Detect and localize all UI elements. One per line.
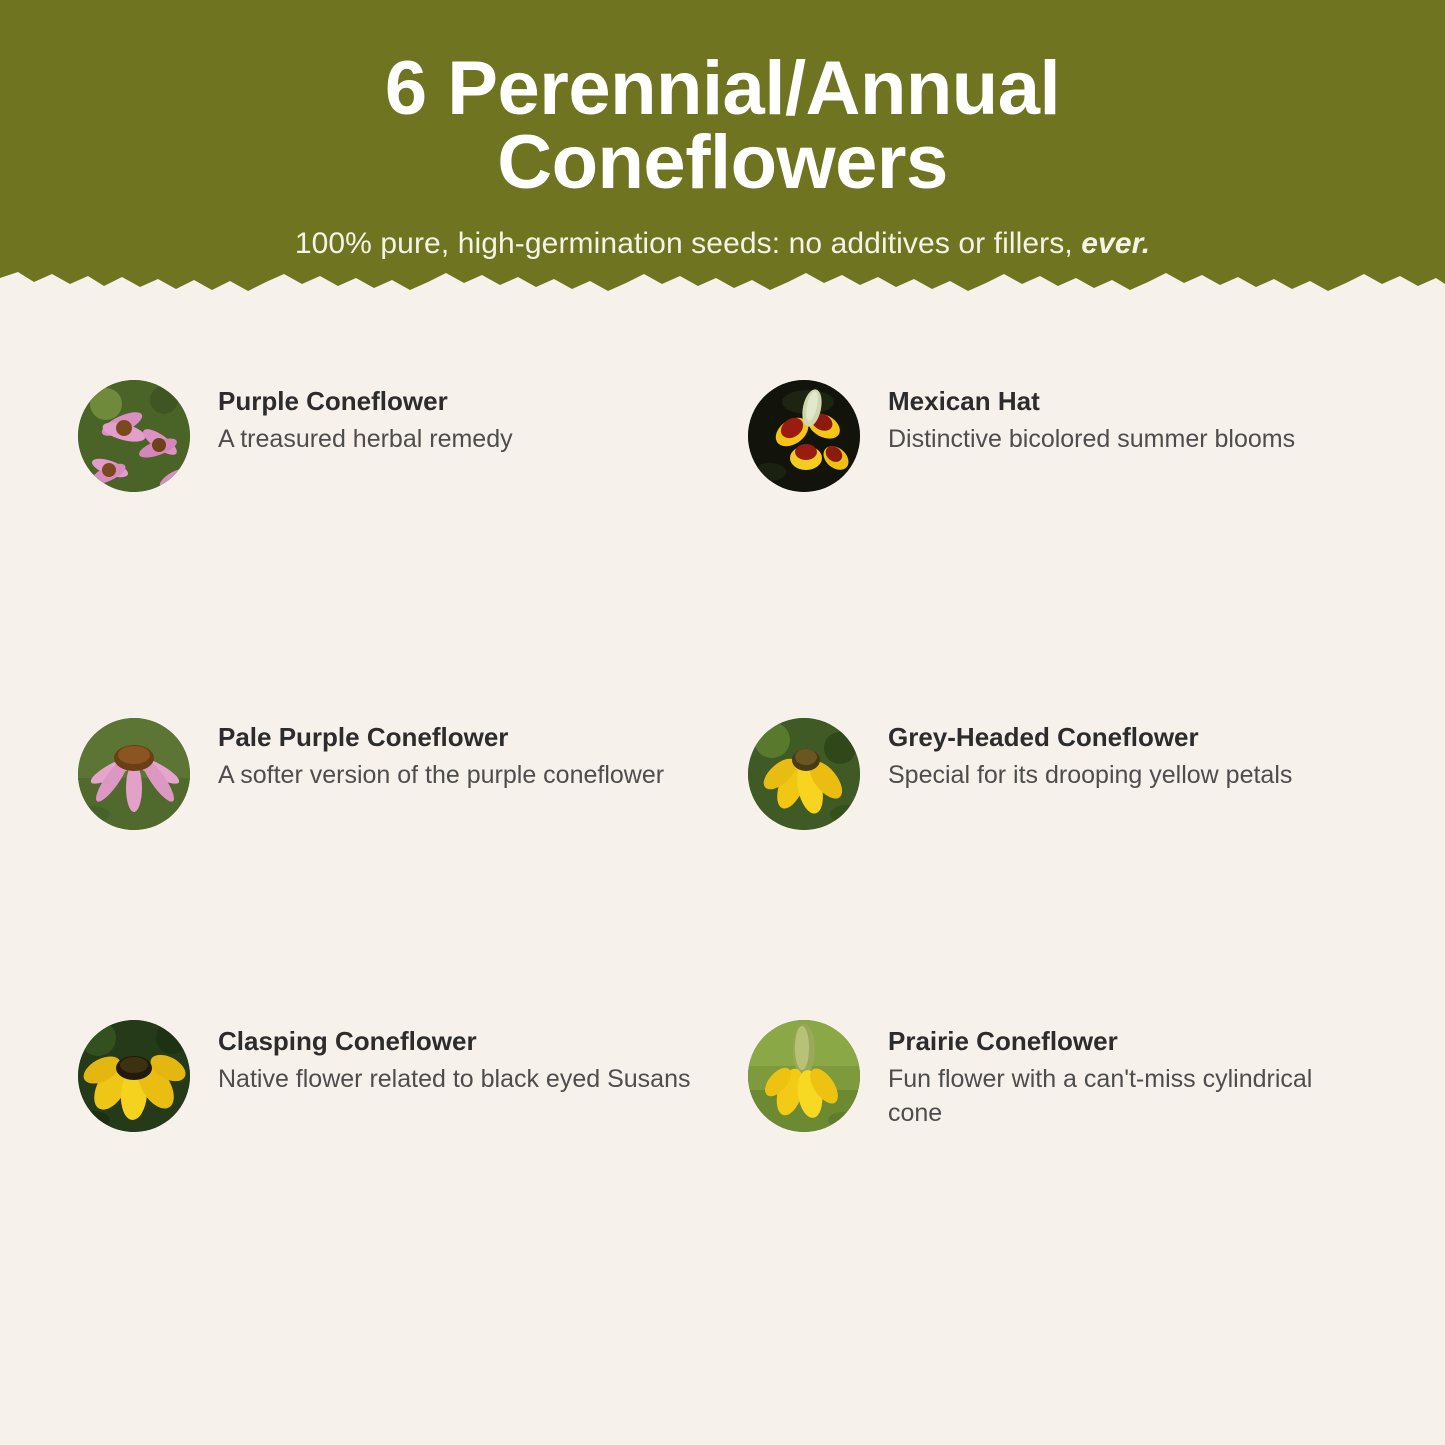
header-banner: [0, 0, 1445, 300]
list-item-description: Native flower related to black eyed Susans: [218, 1065, 691, 1094]
list-item-text: [218, 380, 513, 457]
list-item-description: A softer version of the purple coneflower: [218, 761, 665, 790]
list-item: [748, 700, 1408, 1020]
list-item-description: Special for its drooping yellow petals: [888, 761, 1293, 790]
list-item-title: Prairie Coneflower: [888, 1026, 1118, 1056]
page-title-line1: 6 Perennial/Annual: [384, 46, 1061, 131]
page-title-line2: Coneflowers: [497, 120, 948, 206]
list-item-text: [218, 700, 664, 793]
list-item: [78, 1020, 738, 1340]
list-item-title: Mexican Hat: [888, 386, 1040, 416]
mexican-hat-photo: [748, 380, 860, 492]
torn-paper-edge: [0, 262, 1445, 300]
prairie-coneflower-photo: [748, 1020, 860, 1132]
list-item-description: Fun flower with a can't-miss cylindrical cone: [888, 1065, 1313, 1127]
list-item-text: [888, 1020, 1368, 1131]
list-item: [748, 1020, 1408, 1340]
list-item-title: Grey-Headed Coneflower: [888, 722, 1199, 752]
page-subtitle-main: 100% pure, high-germination seeds: no additives or fillers,: [294, 226, 1082, 260]
page-title: [0, 46, 1445, 206]
list-item: [748, 380, 1408, 700]
list-item-text: [218, 1020, 690, 1097]
list-item-description: A treasured herbal remedy: [218, 425, 513, 454]
list-item-text: [888, 380, 1295, 457]
flower-list-grid: [0, 380, 1445, 1340]
clasping-coneflower-photo: [78, 1020, 190, 1132]
pale-purple-coneflower-photo: [78, 718, 190, 830]
list-item-text: [888, 700, 1292, 793]
header-content: [0, 0, 1445, 261]
list-item-title: Purple Coneflower: [218, 386, 448, 416]
list-item-title: Clasping Coneflower: [218, 1026, 477, 1056]
list-item-description: Distinctive bicolored summer blooms: [888, 425, 1296, 454]
list-item: [78, 700, 738, 1020]
grey-headed-coneflower-photo: [748, 718, 860, 830]
page-subtitle-emphasis: ever.: [1081, 226, 1151, 260]
purple-coneflower-photo: [78, 380, 190, 492]
list-item-title: Pale Purple Coneflower: [218, 722, 509, 752]
list-item: [78, 380, 738, 700]
page-subtitle: [0, 227, 1445, 261]
